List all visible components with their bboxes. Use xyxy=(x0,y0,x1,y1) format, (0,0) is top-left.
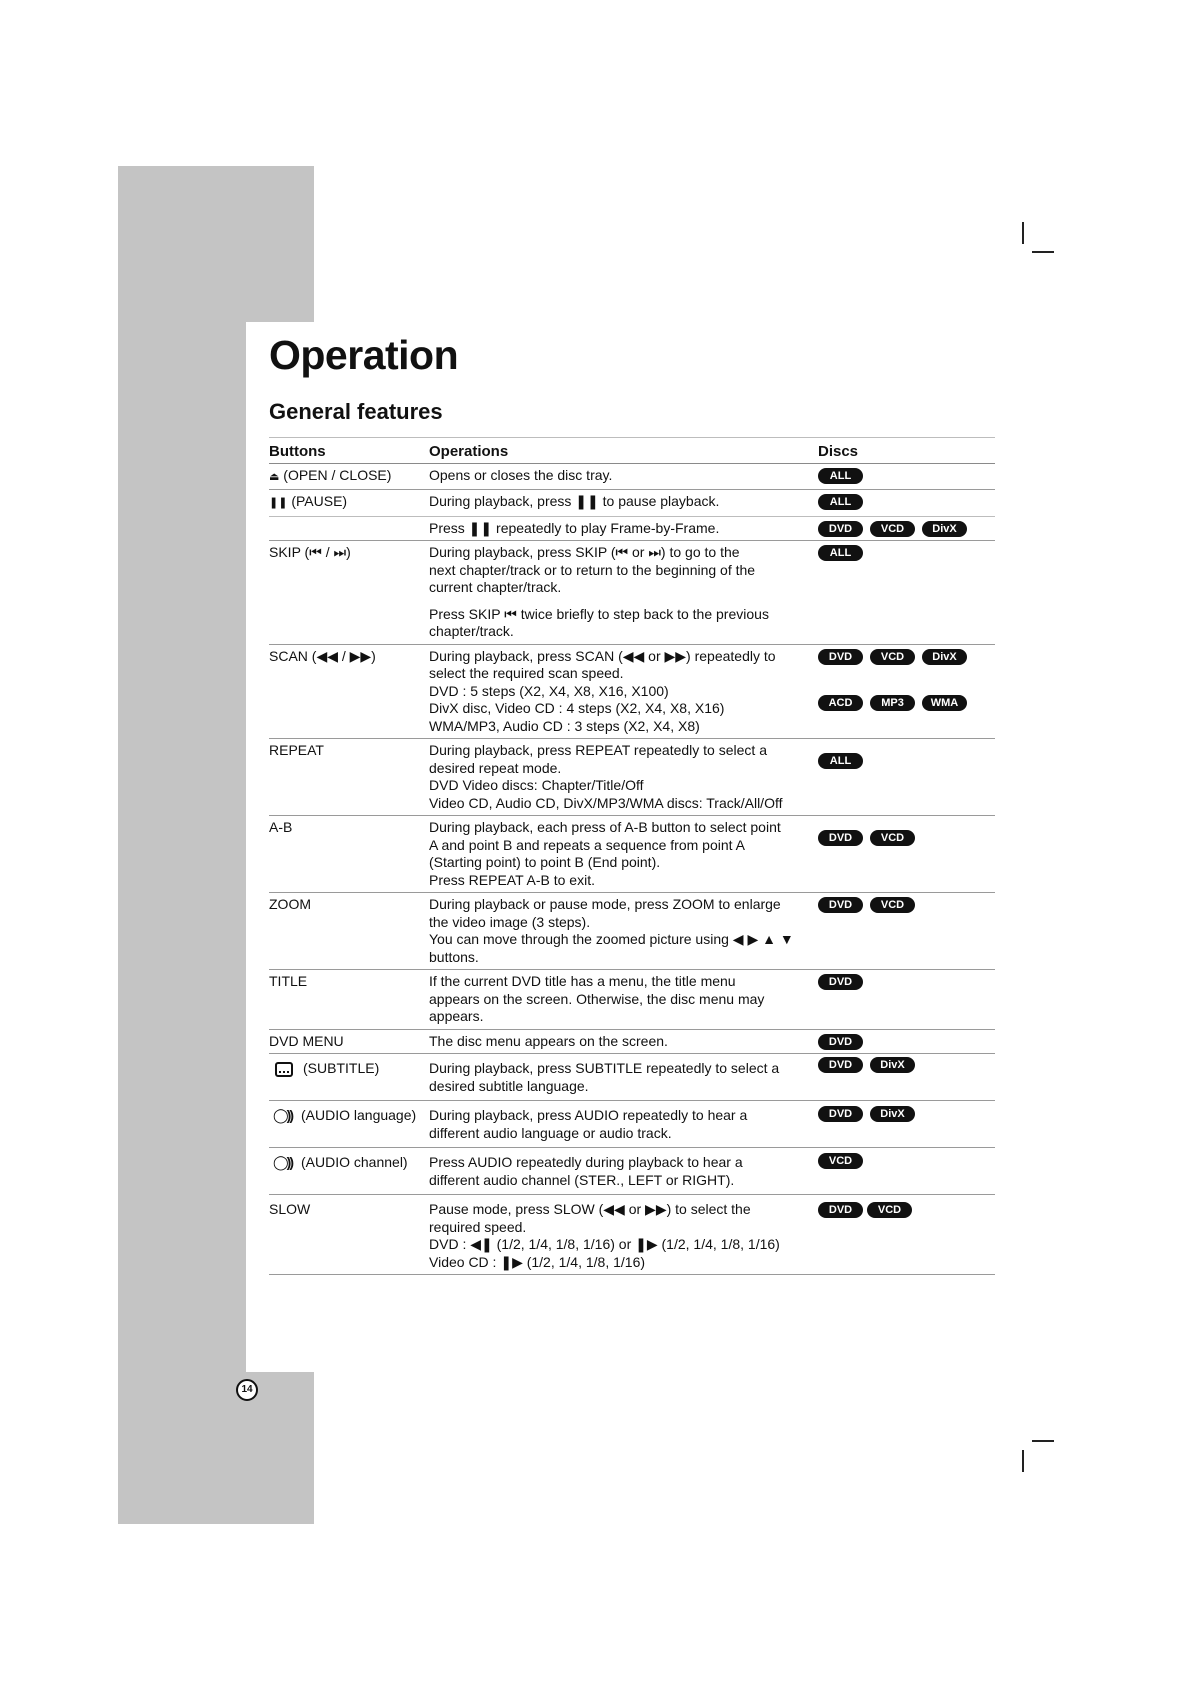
button-label: A-B xyxy=(269,819,293,835)
operation-text: the video image (3 steps). xyxy=(429,913,591,930)
operation-text: select the required scan speed. xyxy=(429,665,624,681)
side-band-top xyxy=(118,166,314,322)
operation-text: Video CD : ❚▶ (1/2, 1/4, 1/8, 1/16) xyxy=(429,1253,646,1270)
button-label: ZOOM xyxy=(269,896,311,912)
disc-badge: ALL xyxy=(818,468,863,484)
button-label: REPEAT xyxy=(269,742,324,758)
disc-badge: ALL xyxy=(818,545,863,561)
button-label: (OPEN / CLOSE) xyxy=(283,466,392,483)
operation-text: Pause mode, press SLOW (◀◀ or ▶▶) to select the xyxy=(429,1201,751,1217)
disc-badge: DVD xyxy=(818,521,863,537)
disc-badge: VCD xyxy=(867,1202,912,1218)
operation-text: During playback, each press of A-B button to select point xyxy=(429,819,781,835)
disc-badge: DivX xyxy=(922,649,967,665)
operation-text: chapter/track. xyxy=(429,623,514,639)
disc-badge: MP3 xyxy=(870,695,915,711)
table-row-title xyxy=(269,970,995,1030)
disc-badge: VCD xyxy=(818,1153,863,1169)
table-row-audio-language xyxy=(269,1101,995,1148)
button-label: SLOW xyxy=(269,1201,311,1217)
button-label: TITLE xyxy=(269,973,308,989)
header-operations: Operations xyxy=(429,443,509,460)
page-title: Operation xyxy=(269,332,459,378)
disc-badge: DVD xyxy=(818,1106,863,1122)
operation-text: appears on the screen. Otherwise, the disc menu may xyxy=(429,990,765,1007)
table-row-pause xyxy=(269,490,995,541)
disc-badge: DVD xyxy=(818,1057,863,1073)
operation-text: During playback, press ❚❚ to pause playback. xyxy=(429,493,720,509)
disc-badge: DVD xyxy=(818,974,863,990)
disc-badge: VCD xyxy=(870,897,915,913)
operation-text: Press SKIP ⏮ twice briefly to step back to the previous xyxy=(429,605,769,622)
crop-mark-bottom-horizontal xyxy=(1032,1440,1054,1442)
operation-text: Press ❚❚ repeatedly to play Frame-by-Frame. xyxy=(429,519,720,536)
disc-badge: DVD xyxy=(818,897,863,913)
crop-mark-top-horizontal xyxy=(1032,251,1054,253)
button-label: (SUBTITLE) xyxy=(303,1060,380,1076)
button-label: (AUDIO channel) xyxy=(301,1154,408,1170)
operation-text: During playback, press REPEAT repeatedly to select a xyxy=(429,742,767,758)
audio-icon: ◯)) xyxy=(273,1154,292,1170)
disc-badge: DVD xyxy=(818,830,863,846)
operation-text: Opens or closes the disc tray. xyxy=(429,466,613,483)
disc-badge: VCD xyxy=(870,830,915,846)
operation-text: required speed. xyxy=(429,1218,527,1235)
operation-text: appears. xyxy=(429,1008,484,1024)
button-label: (AUDIO language) xyxy=(301,1107,417,1123)
disc-badge: DivX xyxy=(922,521,967,537)
operation-text: Press REPEAT A-B to exit. xyxy=(429,871,595,888)
table-row-a-b xyxy=(269,816,995,893)
operation-text: different audio language or audio track. xyxy=(429,1124,672,1141)
table-row-slow xyxy=(269,1195,995,1275)
crop-mark-bottom-vertical xyxy=(1022,1450,1024,1472)
table-row-repeat xyxy=(269,739,995,816)
operation-text: WMA/MP3, Audio CD : 3 steps (X2, X4, X8) xyxy=(429,717,700,734)
subtitle-icon xyxy=(275,1062,293,1077)
disc-badge: DVD xyxy=(818,1034,863,1050)
operation-text: (Starting point) to point B (End point). xyxy=(429,854,661,870)
crop-mark-top-vertical xyxy=(1022,222,1024,244)
table-row-dvd-menu xyxy=(269,1030,995,1055)
header-buttons: Buttons xyxy=(269,443,326,460)
disc-badge: ALL xyxy=(818,753,863,769)
table-row-audio-channel xyxy=(269,1148,995,1195)
operation-text: desired subtitle language. xyxy=(429,1077,589,1094)
table-header xyxy=(269,438,995,464)
button-label: SKIP (⏮ / ⏭) xyxy=(269,544,351,560)
eject-icon: ⏏ xyxy=(269,470,280,483)
operation-text: DivX disc, Video CD : 4 steps (X2, X4, X8, X16) xyxy=(429,700,725,716)
disc-badge: ACD xyxy=(818,695,863,711)
button-label: SCAN (◀◀ / ▶▶) xyxy=(269,647,376,664)
disc-badge: DivX xyxy=(870,1106,915,1122)
header-discs: Discs xyxy=(818,443,859,460)
pause-icon: ❚❚ xyxy=(269,497,288,509)
operation-text: next chapter/track or to return to the beginning of the xyxy=(429,561,756,578)
operation-text: current chapter/track. xyxy=(429,579,562,595)
audio-icon: ◯)) xyxy=(273,1107,292,1123)
page-number: 14 xyxy=(236,1379,258,1401)
operation-text: different audio channel (STER., LEFT or RIGHT). xyxy=(429,1171,735,1188)
disc-badge: WMA xyxy=(922,695,967,711)
operation-text: If the current DVD title has a menu, the title menu xyxy=(429,973,736,989)
button-label: (PAUSE) xyxy=(291,493,348,509)
operation-text: DVD Video discs: Chapter/Title/Off xyxy=(429,777,644,793)
operation-text: Video CD, Audio CD, DivX/MP3/WMA discs: Track/All/Off xyxy=(429,794,783,811)
operation-text: During playback, press SUBTITLE repeatedly to select a xyxy=(429,1060,780,1076)
disc-badge: DVD xyxy=(818,649,863,665)
side-band-middle xyxy=(118,322,246,1372)
side-band-bottom xyxy=(118,1372,314,1524)
disc-badge: VCD xyxy=(870,649,915,665)
table-row-subtitle xyxy=(269,1054,995,1101)
table-row-open-close xyxy=(269,464,995,491)
button-label: DVD MENU xyxy=(269,1032,344,1049)
table-row-zoom xyxy=(269,893,995,970)
operation-text: DVD : 5 steps (X2, X4, X8, X16, X100) xyxy=(429,682,669,699)
operation-text: You can move through the zoomed picture using ◀ ▶ ▲ ▼ xyxy=(429,931,794,947)
operation-text: The disc menu appears on the screen. xyxy=(429,1032,668,1049)
features-table xyxy=(269,437,995,1275)
operation-text: desired repeat mode. xyxy=(429,759,562,776)
operation-text: A and point B and repeats a sequence from point A xyxy=(429,836,745,853)
operation-text: DVD : ◀❚ (1/2, 1/4, 1/8, 1/16) or ❚▶ (1/2, 1/4, 1/8, 1/16) xyxy=(429,1236,780,1252)
disc-badge: DivX xyxy=(870,1057,915,1073)
operation-text: Press AUDIO repeatedly during playback to hear a xyxy=(429,1154,743,1170)
disc-badge: DVD xyxy=(818,1202,863,1218)
operation-text: During playback, press SCAN (◀◀ or ▶▶) repeatedly to xyxy=(429,647,776,664)
table-row-skip xyxy=(269,541,995,645)
section-title: General features xyxy=(269,399,443,424)
operation-text: buttons. xyxy=(429,948,479,965)
disc-badge: ALL xyxy=(818,494,863,510)
disc-badge: VCD xyxy=(870,521,915,537)
table-row-scan xyxy=(269,645,995,740)
operation-text: During playback or pause mode, press ZOOM to enlarge xyxy=(429,896,781,912)
operation-text: During playback, press SKIP (⏮ or ⏭) to go to the xyxy=(429,544,740,560)
operation-text: During playback, press AUDIO repeatedly to hear a xyxy=(429,1107,748,1123)
